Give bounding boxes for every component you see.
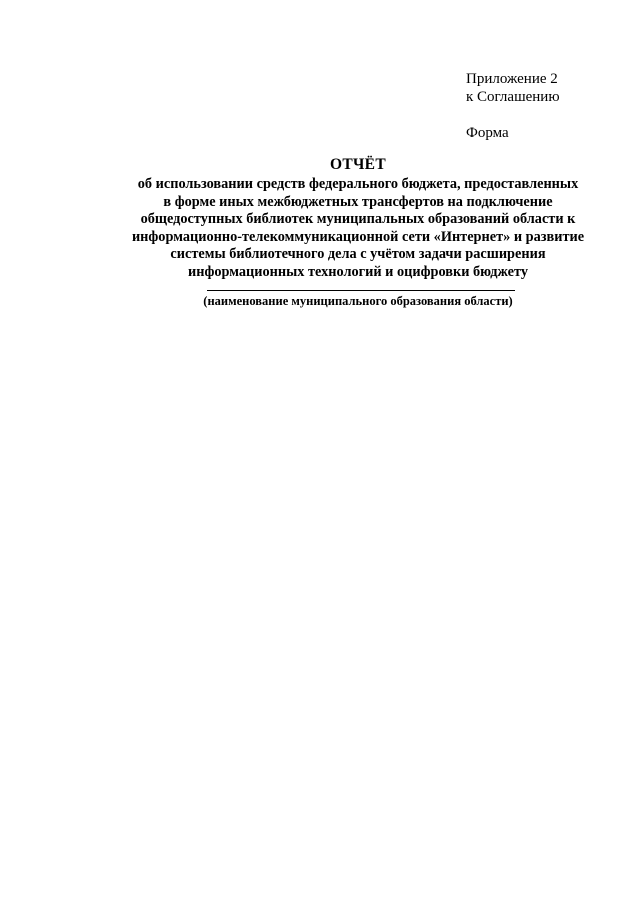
report-subtitle-line: информационных технологий и оцифровки бюджету (188, 263, 528, 280)
municipality-name-caption: (наименование муниципального образования области) (203, 294, 513, 308)
report-subtitle-line: информационно-телекоммуникационной сети «Интернет» и развитие (131, 228, 585, 245)
municipality-name-fill-line (207, 290, 515, 291)
appendix-reference (466, 70, 560, 106)
appendix-number: Приложение 2 (466, 71, 558, 87)
appendix-agreement: к Соглашению (466, 89, 560, 105)
form-label: Форма (466, 125, 509, 141)
report-subtitle-line: об использовании средств федерального бюджета, предоставленных (137, 176, 579, 192)
report-subtitle (80, 176, 636, 281)
report-subtitle-line: общедоступных библиотек муниципальных образований области к (140, 211, 576, 227)
report-subtitle-line: в форме иных межбюджетных трансфертов на подключение (163, 193, 553, 210)
report-subtitle-line: системы библиотечного дела с учётом задачи расширения (170, 246, 546, 262)
report-title: ОТЧЁТ (330, 156, 386, 173)
